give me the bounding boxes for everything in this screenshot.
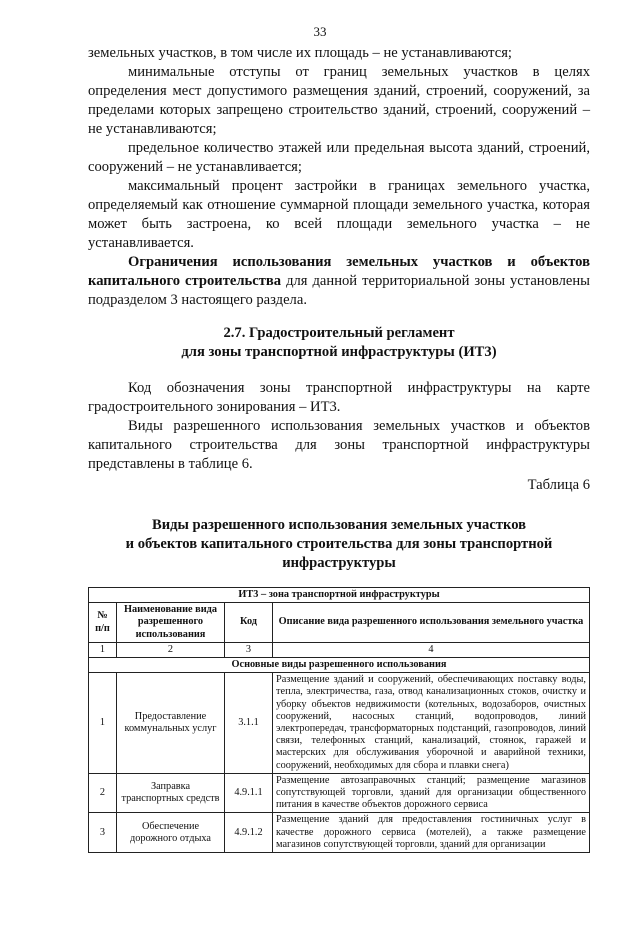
section-title-line2: для зоны транспортной инфраструктуры (ИТ3) — [181, 344, 497, 360]
table-row — [89, 773, 590, 813]
zone-usage-table — [88, 587, 590, 853]
index-cell: 1 — [89, 642, 117, 657]
row-name: Обеспечение дорожного отдыха — [117, 813, 225, 853]
restrictions-bold-text: Ограничения использования земельных участков и объектов капитального строительства — [88, 254, 590, 289]
paragraph: земельных участков, в том числе их площадь – не устанавливаются; — [88, 45, 512, 61]
page-number: 33 — [313, 24, 327, 39]
restrictions-text: для данной территориальной зоны установлены подразделом 3 настоящего раздела. — [88, 273, 590, 308]
paragraph: максимальный процент застройки в границах земельного участка, определяемый как отношение суммарной площади земельного участка, которая может быть застроена, ко всей площади земельного участка – не устанавливается. — [88, 178, 590, 251]
row-num: 2 — [89, 773, 117, 813]
group-heading: Основные виды разрешенного использования — [89, 658, 590, 673]
document-body — [88, 44, 590, 853]
index-cell: 4 — [273, 642, 590, 657]
header-name: Наименование вида разрешенного использования — [117, 603, 225, 643]
table-row — [89, 673, 590, 774]
section-title-line1: 2.7. Градостроительный регламент — [223, 325, 455, 341]
row-code: 3.1.1 — [225, 673, 273, 774]
row-desc: Размещение зданий и сооружений, обеспечивающих поставку воды, тепла, электричества, газа, отвод канализационных стоков, очистку и уборку объектов недвижимости (котельных, водозаборов, очистных сооружений, насосных станций, водопроводов, линий электропередач, трансформаторных подстанций, газопроводов, линий связи, телефонных станций, канализаций, стоянок, гаражей и мастерских для обслуживания уборочной и аварийной техники, сооружений, необходимых для сбора и плавки снега) — [273, 673, 590, 774]
row-name: Предоставление коммунальных услуг — [117, 673, 225, 774]
header-code: Код — [225, 603, 273, 643]
index-cell: 2 — [117, 642, 225, 657]
table-title-line2: и объектов капитального строительства для зоны транспортной — [125, 536, 553, 552]
restrictions-paragraph — [88, 253, 590, 310]
paragraph: Код обозначения зоны транспортной инфраструктуры на карте градостроительного зонирования – ИТ3. — [88, 380, 590, 415]
row-num: 3 — [89, 813, 117, 853]
paragraph: Виды разрешенного использования земельных участков и объектов капитального строительства для зоны транспортной инфраструктуры представлены в таблице 6. — [88, 418, 590, 472]
header-desc: Описание вида разрешенного использования земельного участка — [273, 603, 590, 643]
paragraph: минимальные отступы от границ земельных участков в целях определения мест допустимого размещения зданий, строений, сооружений, за пределами которых запрещено строительство зданий, строений, сооружений – не устанавливаются; — [88, 64, 590, 137]
row-code: 4.9.1.2 — [225, 813, 273, 853]
row-desc: Размещение автозаправочных станций; размещение магазинов сопутствующей торговли, зданий для организации общественного питания в качестве объектов дорожного сервиса — [273, 773, 590, 813]
paragraph: предельное количество этажей или предельная высота зданий, строений, сооружений – не устанавливается; — [88, 140, 590, 175]
table-caption: ИТ3 – зона транспортной инфраструктуры — [89, 588, 590, 603]
header-num: № п/п — [89, 603, 117, 643]
table-title-line1: Виды разрешенного использования земельных участков — [151, 517, 527, 533]
row-code: 4.9.1.1 — [225, 773, 273, 813]
row-desc: Размещение зданий для предоставления гостиничных услуг в качестве дорожного сервиса (мотелей), а также размещение магазинов сопутствующей торговли, зданий для организации — [273, 813, 590, 853]
table-row — [89, 813, 590, 853]
table-label: Таблица 6 — [527, 477, 590, 493]
row-num: 1 — [89, 673, 117, 774]
table-title-line3: инфраструктуры — [282, 555, 396, 571]
index-cell: 3 — [225, 642, 273, 657]
row-name: Заправка транспортных средств — [117, 773, 225, 813]
